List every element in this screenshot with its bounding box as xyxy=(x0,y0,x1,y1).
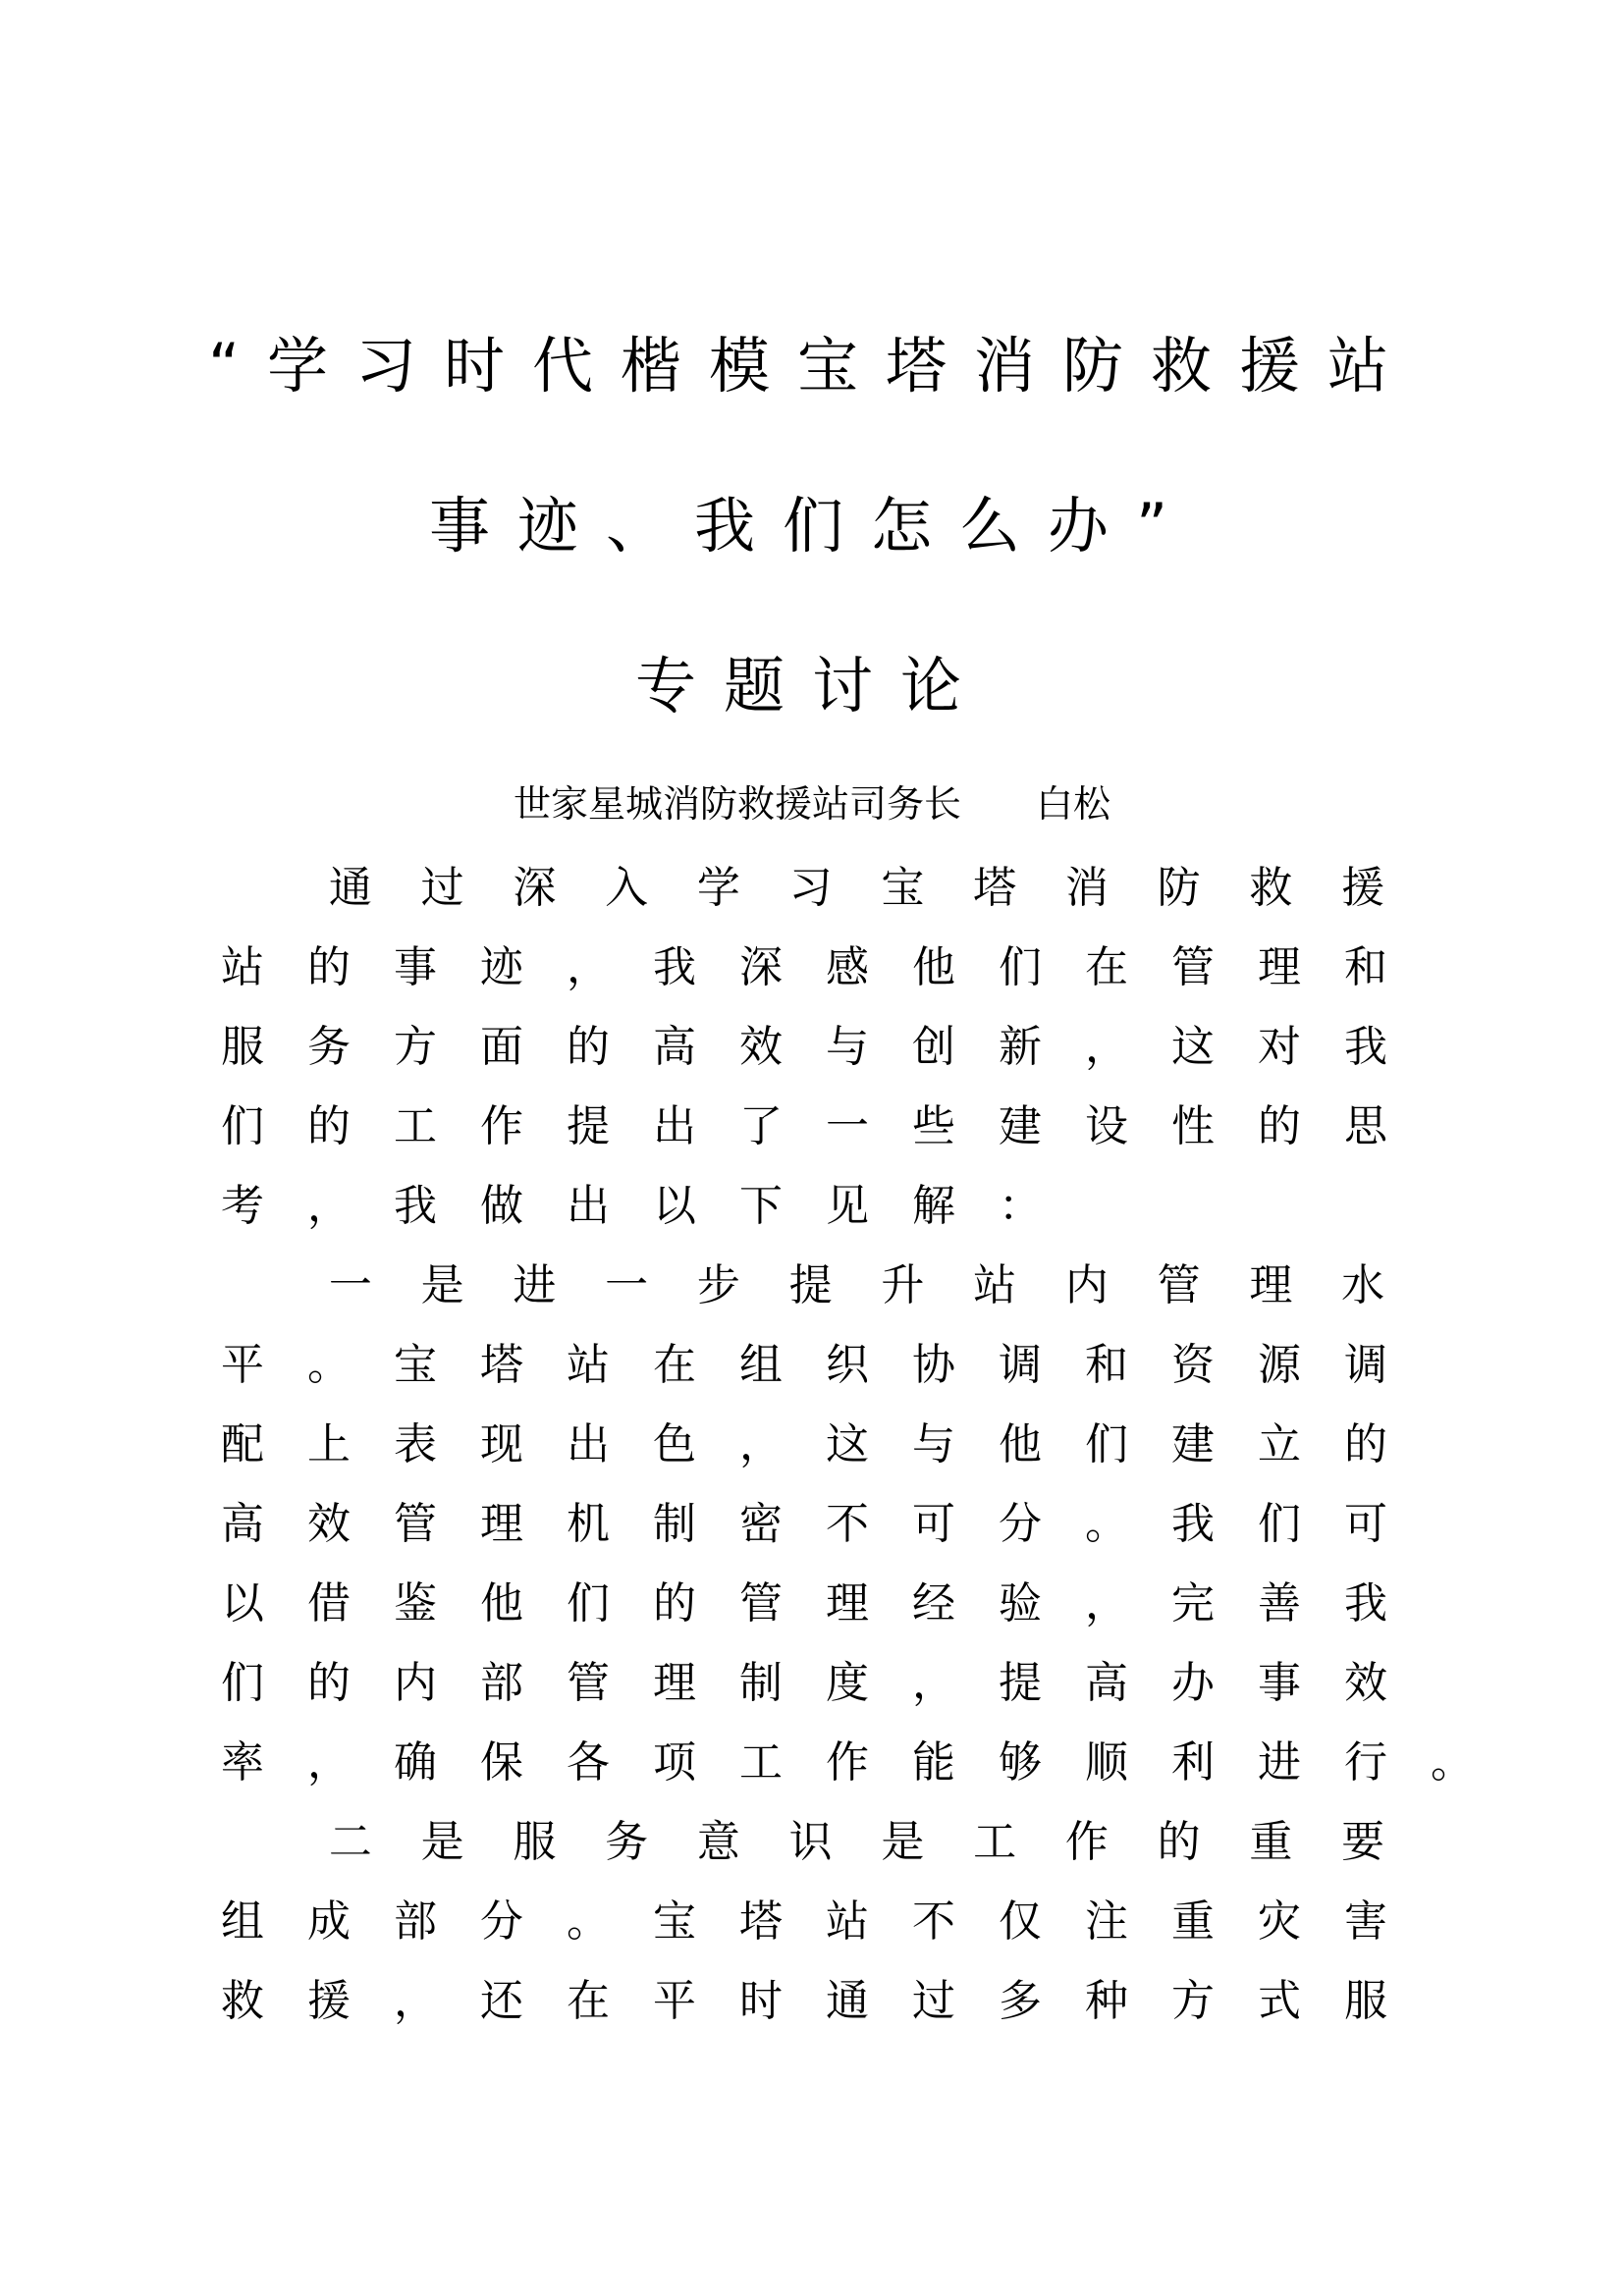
body-char: 灾 xyxy=(1258,1896,1301,1947)
body-char: 我 xyxy=(394,1181,437,1231)
body-char: 管 xyxy=(1171,942,1215,992)
body-char: 们 xyxy=(1258,1499,1301,1549)
body-char: 解 xyxy=(912,1181,955,1231)
body-char: 效 xyxy=(307,1499,351,1549)
body-char: 习 xyxy=(788,863,833,913)
body-char: 们 xyxy=(221,1658,264,1708)
body-char: 务 xyxy=(605,1817,649,1867)
body-char: 立 xyxy=(1258,1419,1301,1469)
body-char: 仅 xyxy=(999,1896,1042,1947)
document-title-line-2: 事迹、我们怎么办” xyxy=(428,490,1196,561)
body-char: 经 xyxy=(912,1578,955,1629)
body-char: 验 xyxy=(999,1578,1042,1629)
body-char: 塔 xyxy=(480,1340,523,1390)
body-char: 作 xyxy=(480,1101,523,1151)
body-char: 通 xyxy=(826,1976,869,2026)
body-char: 站 xyxy=(973,1260,1017,1310)
body-char: 我 xyxy=(653,942,696,992)
body-char: 平 xyxy=(221,1340,264,1390)
body-char: 创 xyxy=(912,1022,955,1072)
body-char: 事 xyxy=(1258,1658,1301,1708)
body-char: 工 xyxy=(739,1737,783,1788)
body-char: 服 xyxy=(221,1022,264,1072)
body-char: 们 xyxy=(1085,1419,1128,1469)
body-char: 他 xyxy=(912,942,955,992)
body-line xyxy=(199,1977,1409,2026)
body-char: 们 xyxy=(567,1578,610,1629)
body-char: 方 xyxy=(394,1022,437,1072)
body-char: ， xyxy=(912,1658,955,1708)
body-char: 。 xyxy=(1431,1737,1474,1788)
body-char: 织 xyxy=(826,1340,869,1390)
body-char: 务 xyxy=(307,1022,351,1072)
body-char: 站 xyxy=(826,1896,869,1947)
body-char: 站 xyxy=(221,942,264,992)
body-char: 还 xyxy=(480,1976,523,2026)
body-char: 水 xyxy=(1341,1260,1385,1310)
body-char: 工 xyxy=(394,1101,437,1151)
body-char: 分 xyxy=(480,1896,523,1947)
body-char: 面 xyxy=(480,1022,523,1072)
body-char: 要 xyxy=(1341,1817,1385,1867)
body-char: 利 xyxy=(1171,1737,1215,1788)
body-char: 保 xyxy=(480,1737,523,1788)
body-char: 能 xyxy=(912,1737,955,1788)
body-char: 的 xyxy=(1344,1419,1387,1469)
body-char: 的 xyxy=(307,1658,351,1708)
body-line xyxy=(199,1420,1409,1469)
body-char: 宝 xyxy=(881,863,925,913)
body-char: 。 xyxy=(307,1340,351,1390)
body-char: 在 xyxy=(567,1976,610,2026)
body-char: 理 xyxy=(1258,942,1301,992)
body-char: 的 xyxy=(567,1022,610,1072)
body-char: 见 xyxy=(826,1181,869,1231)
body-char: 的 xyxy=(1258,1101,1301,1151)
body-char: 救 xyxy=(1249,863,1293,913)
document-title-line-3: 专题讨论 xyxy=(634,650,989,721)
body-char: 够 xyxy=(999,1737,1042,1788)
body-line xyxy=(199,1659,1409,1708)
body-char: 的 xyxy=(653,1578,696,1629)
body-char: 上 xyxy=(307,1419,351,1469)
body-char: 学 xyxy=(696,863,740,913)
body-char: 援 xyxy=(1341,863,1385,913)
body-char: 不 xyxy=(826,1499,869,1549)
body-char: ， xyxy=(567,942,610,992)
body-char: 理 xyxy=(826,1578,869,1629)
body-char: 深 xyxy=(739,942,783,992)
body-char: 对 xyxy=(1258,1022,1301,1072)
body-line xyxy=(199,1897,1409,1947)
body-char: 以 xyxy=(653,1181,696,1231)
body-line xyxy=(199,1341,1409,1390)
body-char: 性 xyxy=(1171,1101,1215,1151)
body-char: 项 xyxy=(653,1737,696,1788)
body-char: 防 xyxy=(1157,863,1201,913)
body-char: 借 xyxy=(307,1578,351,1629)
body-char: 与 xyxy=(912,1419,955,1469)
body-char: 援 xyxy=(307,1976,351,2026)
body-char: 步 xyxy=(696,1260,740,1310)
body-char: 进 xyxy=(513,1260,557,1310)
body-char: 害 xyxy=(1344,1896,1387,1947)
body-char: 提 xyxy=(567,1101,610,1151)
body-char: 。 xyxy=(567,1896,610,1947)
body-char: 不 xyxy=(912,1896,955,1947)
body-char: 宝 xyxy=(394,1340,437,1390)
body-char: 管 xyxy=(567,1658,610,1708)
body-char: 们 xyxy=(999,942,1042,992)
body-char: 办 xyxy=(1171,1658,1215,1708)
body-char: 行 xyxy=(1344,1737,1387,1788)
body-char: 鉴 xyxy=(394,1578,437,1629)
body-char: 制 xyxy=(653,1499,696,1549)
body-line xyxy=(199,1738,1495,1788)
body-char: 理 xyxy=(653,1658,696,1708)
body-char: 高 xyxy=(1085,1658,1128,1708)
body-char: 管 xyxy=(1157,1260,1201,1310)
body-char: 高 xyxy=(221,1499,264,1549)
body-char: 调 xyxy=(999,1340,1042,1390)
body-char: 我 xyxy=(1344,1578,1387,1629)
body-char: 消 xyxy=(1064,863,1109,913)
body-char: 是 xyxy=(420,1260,464,1310)
body-char: ， xyxy=(1085,1578,1128,1629)
body-char: 协 xyxy=(912,1340,955,1390)
body-char: 工 xyxy=(973,1817,1017,1867)
body-char: 是 xyxy=(881,1817,925,1867)
body-char: 作 xyxy=(826,1737,869,1788)
body-char: 建 xyxy=(999,1101,1042,1151)
body-char: 出 xyxy=(567,1419,610,1469)
body-char: 作 xyxy=(1064,1817,1109,1867)
body-line xyxy=(304,1818,1409,1867)
body-char: 新 xyxy=(999,1022,1042,1072)
body-char: 他 xyxy=(999,1419,1042,1469)
body-char: 意 xyxy=(696,1817,740,1867)
body-char: 成 xyxy=(307,1896,351,1947)
body-char: 善 xyxy=(1258,1578,1301,1629)
body-char: 二 xyxy=(328,1817,372,1867)
body-char: 时 xyxy=(739,1976,783,2026)
body-char: ， xyxy=(394,1976,437,2026)
body-line xyxy=(199,1500,1409,1549)
body-char: 部 xyxy=(394,1896,437,1947)
body-line xyxy=(199,1023,1409,1072)
body-char: 和 xyxy=(1085,1340,1128,1390)
body-char: ： xyxy=(999,1181,1042,1231)
body-char: 色 xyxy=(653,1419,696,1469)
body-char: 与 xyxy=(826,1022,869,1072)
body-char: 的 xyxy=(307,1101,351,1151)
body-char: 多 xyxy=(999,1976,1042,2026)
body-char: 机 xyxy=(567,1499,610,1549)
body-char: ， xyxy=(307,1737,351,1788)
body-char: 调 xyxy=(1344,1340,1387,1390)
body-char: 我 xyxy=(1344,1022,1387,1072)
body-char: 内 xyxy=(394,1658,437,1708)
body-char: 确 xyxy=(394,1737,437,1788)
body-char: 提 xyxy=(788,1260,833,1310)
body-char: 管 xyxy=(394,1499,437,1549)
body-char: 种 xyxy=(1085,1976,1128,2026)
body-char: 内 xyxy=(1064,1260,1109,1310)
body-char: 率 xyxy=(221,1737,264,1788)
body-char: 效 xyxy=(739,1022,783,1072)
body-char: 做 xyxy=(480,1181,523,1231)
body-char: 顺 xyxy=(1085,1737,1128,1788)
body-char: 各 xyxy=(567,1737,610,1788)
body-char: 宝 xyxy=(653,1896,696,1947)
body-char: 这 xyxy=(1171,1022,1215,1072)
body-line xyxy=(199,1102,1409,1151)
body-char: 高 xyxy=(653,1022,696,1072)
body-char: 组 xyxy=(221,1896,264,1947)
body-char: ， xyxy=(739,1419,783,1469)
body-char: 在 xyxy=(1085,942,1128,992)
body-char: 分 xyxy=(999,1499,1042,1549)
body-char: 在 xyxy=(653,1340,696,1390)
body-line xyxy=(304,864,1409,913)
body-char: 方 xyxy=(1171,1976,1215,2026)
body-char: 出 xyxy=(653,1101,696,1151)
body-char: 建 xyxy=(1171,1419,1215,1469)
body-char: 这 xyxy=(826,1419,869,1469)
body-char: 的 xyxy=(1157,1817,1201,1867)
body-char: 完 xyxy=(1171,1578,1215,1629)
body-char: 们 xyxy=(221,1101,264,1151)
body-char: 以 xyxy=(221,1578,264,1629)
body-char: 塔 xyxy=(973,863,1017,913)
body-char: 和 xyxy=(1344,942,1387,992)
body-char: 可 xyxy=(1344,1499,1387,1549)
body-char: 的 xyxy=(307,942,351,992)
body-char: 组 xyxy=(739,1340,783,1390)
body-char: 注 xyxy=(1085,1896,1128,1947)
body-char: 了 xyxy=(739,1101,783,1151)
body-char: 考 xyxy=(221,1181,264,1231)
body-char: 感 xyxy=(826,942,869,992)
body-char: ， xyxy=(1085,1022,1128,1072)
body-char: 入 xyxy=(605,863,649,913)
body-char: 密 xyxy=(739,1499,783,1549)
body-line xyxy=(304,1261,1409,1310)
body-char: 思 xyxy=(1344,1101,1387,1151)
body-char: 下 xyxy=(739,1181,783,1231)
body-char: 。 xyxy=(1085,1499,1128,1549)
body-char: 资 xyxy=(1171,1340,1215,1390)
body-char: 一 xyxy=(826,1101,869,1151)
body-char: 服 xyxy=(513,1817,557,1867)
body-line xyxy=(199,943,1409,992)
body-char: 提 xyxy=(999,1658,1042,1708)
body-char: 通 xyxy=(328,863,372,913)
body-char: 重 xyxy=(1171,1896,1215,1947)
document-title-line-1: “学习时代楷模宝塔消防救援站 xyxy=(207,330,1417,401)
body-char: 现 xyxy=(480,1419,523,1469)
body-char: 管 xyxy=(739,1578,783,1629)
body-char: 服 xyxy=(1344,1976,1387,2026)
body-char: 救 xyxy=(221,1976,264,2026)
body-char: 过 xyxy=(912,1976,955,2026)
body-line xyxy=(199,1182,1063,1231)
body-char: 进 xyxy=(1258,1737,1301,1788)
body-char: 制 xyxy=(739,1658,783,1708)
body-char: 迹 xyxy=(480,942,523,992)
body-char: 一 xyxy=(328,1260,372,1310)
body-char: 重 xyxy=(1249,1817,1293,1867)
body-char: 配 xyxy=(221,1419,264,1469)
body-char: 我 xyxy=(1171,1499,1215,1549)
body-char: 表 xyxy=(394,1419,437,1469)
body-char: 一 xyxy=(605,1260,649,1310)
body-char: 效 xyxy=(1344,1658,1387,1708)
body-char: 部 xyxy=(480,1658,523,1708)
body-char: 出 xyxy=(567,1181,610,1231)
body-char: 过 xyxy=(420,863,464,913)
body-char: 度 xyxy=(826,1658,869,1708)
body-char: 设 xyxy=(1085,1101,1128,1151)
body-char: 站 xyxy=(567,1340,610,1390)
body-char: 是 xyxy=(420,1817,464,1867)
body-char: 理 xyxy=(480,1499,523,1549)
body-char: ， xyxy=(307,1181,351,1231)
body-char: 源 xyxy=(1258,1340,1301,1390)
body-char: 识 xyxy=(788,1817,833,1867)
body-char: 理 xyxy=(1249,1260,1293,1310)
body-char: 塔 xyxy=(739,1896,783,1947)
body-char: 平 xyxy=(653,1976,696,2026)
body-char: 升 xyxy=(881,1260,925,1310)
author-line: 世家星城消防救援站司务长 白松 xyxy=(513,782,1110,826)
body-char: 事 xyxy=(394,942,437,992)
body-char: 些 xyxy=(912,1101,955,1151)
body-line xyxy=(199,1579,1409,1629)
body-char: 他 xyxy=(480,1578,523,1629)
body-char: 可 xyxy=(912,1499,955,1549)
body-char: 深 xyxy=(513,863,557,913)
body-char: 式 xyxy=(1258,1976,1301,2026)
